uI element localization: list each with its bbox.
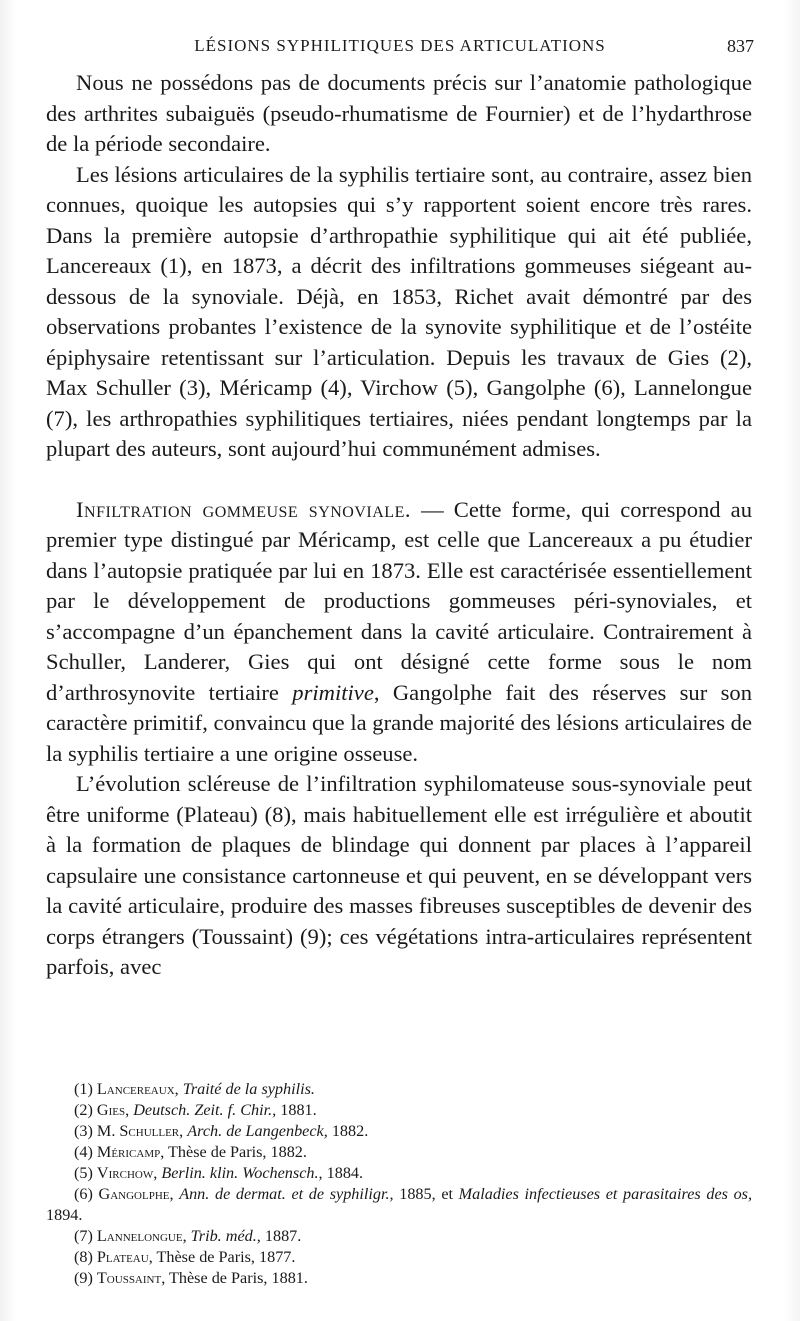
footnote-4 <box>46 1142 752 1163</box>
footnote-rest: 1884. <box>322 1164 364 1182</box>
footnote-number: (7) <box>74 1227 93 1245</box>
running-title: LÉSIONS SYPHILITIQUES DES ARTICULATIONS <box>194 36 606 55</box>
running-head <box>46 36 754 60</box>
footnote-number: (8) <box>74 1248 93 1266</box>
footnote-1 <box>46 1079 752 1100</box>
footnote-number: (3) <box>74 1122 93 1140</box>
footnote-rest-2: 1894. <box>46 1206 83 1224</box>
footnote-number: (4) <box>74 1143 93 1161</box>
footnote-work-2: Maladies infectieuses et parasitaires des os, <box>458 1185 753 1203</box>
footnote-work: Ann. de dermat. et de syphiligr., <box>179 1185 394 1203</box>
footnote-author: Plateau, <box>96 1248 153 1266</box>
paragraph-4: L’évolution scléreuse de l’infiltration syphilomateuse sous-synoviale peut être uniforme (Plateau) (8), mais habituellement elle est irrégulière et aboutit à la formation de plaques de blindage qui donnent par places à l’appareil capsulaire une consistance cartonneuse et qui peuvent, en se développant vers la cavité articulaire, produire des masses fibreuses susceptibles de devenir des corps étrangers (Toussaint) (9); ces végétations intra-articulaires représentent parfois, avec <box>46 771 752 979</box>
paragraph-3-text-a: — Cette forme, qui correspond au premier type distingué par Méricamp, est celle que Lancereaux a pu étudier dans l’autopsie pratiquée par lui en 1873. Elle est caractérisée essentiellement par le développement de productions gommeuses péri-synoviales, et s’accompagne d’un épanchement dans la cavité articulaire. Contrairement à Schuller, Landerer, Gies qui ont désigné cette forme sous le nom d’arthrosynovite tertiaire <box>46 496 752 705</box>
footnote-rest: 1881. <box>276 1101 317 1119</box>
footnote-number: (5) <box>74 1164 93 1182</box>
footnote-author: Gies, <box>96 1101 130 1119</box>
footnote-author: Toussaint, <box>96 1269 166 1287</box>
footnote-work: Arch. de Langenbeck, <box>187 1122 328 1140</box>
footnote-work: Deutsch. Zeit. f. Chir., <box>133 1101 277 1119</box>
footnote-number: (2) <box>74 1101 93 1119</box>
footnote-rest: 1882. <box>327 1122 369 1140</box>
footnote-2 <box>46 1100 752 1121</box>
paragraph-2: Les lésions articulaires de la syphilis tertiaire sont, au contraire, assez bien connues, quoique les autopsies qui s’y rapportent soient encore très rares. Dans la première autopsie d’arthropathie syphilitique qui ait été publiée, Lancereaux (1), en 1873, a décrit des infiltrations gommeuses siégeant au-dessous de la synoviale. Déjà, en 1853, Richet avait démontré par des observations probantes l’existence de la synovite syphilitique et de l’ostéite épiphysaire retentissant sur l’articulation. Depuis les travaux de Gies (2), Max Schuller (3), Méricamp (4), Virchow (5), Gangolphe (6), Lannelongue (7), les arthropathies syphilitiques tertiaires, niées pendant longtemps par la plupart des auteurs, sont aujourd’hui communément admises. <box>46 161 752 461</box>
footnote-rest: 1885, et <box>393 1185 459 1203</box>
paragraph-3-emphasis: primitive <box>292 679 374 705</box>
footnote-author: Lannelongue, <box>96 1227 187 1245</box>
footnote-5 <box>46 1163 752 1184</box>
paragraph-3 <box>46 495 752 770</box>
footnote-rest: 1887. <box>260 1227 302 1245</box>
footnote-rest: Thèse de Paris, 1882. <box>168 1143 307 1161</box>
footnote-rest: Thèse de Paris, 1877. <box>156 1248 296 1266</box>
page-number: 837 <box>727 36 754 56</box>
footnote-author: M. Schuller, <box>96 1122 184 1140</box>
paragraph-3-text-b: , Gangolphe fait des réserves sur son caractère primitif, convaincu que la grande majorité des lésions articulaires de la syphilis tertiaire a une origine osseuse. <box>46 679 752 766</box>
body-text <box>46 68 752 983</box>
footnote-author: Lancereaux, <box>96 1080 179 1098</box>
footnote-9 <box>46 1268 752 1289</box>
footnote-8 <box>46 1247 752 1268</box>
paragraph-1: Nous ne possédons pas de documents précis sur l’anatomie pathologique des arthrites subaiguës (pseudo-rhumatisme de Fournier) et de l’hydarthrose de la période secondaire. <box>46 70 752 156</box>
footnote-work: Traité de la syphilis. <box>182 1080 315 1098</box>
footnotes <box>46 1079 752 1289</box>
section-heading: Infiltration gommeuse synoviale. <box>76 496 411 522</box>
footnote-6 <box>46 1184 752 1226</box>
footnote-number: (1) <box>74 1080 93 1098</box>
footnote-author: Méricamp, <box>96 1143 165 1161</box>
footnote-work: Trib. méd., <box>190 1227 261 1245</box>
footnote-number: (6) <box>74 1185 93 1203</box>
footnote-author: Virchow, <box>96 1164 158 1182</box>
footnote-rest: Thèse de Paris, 1881. <box>169 1269 308 1287</box>
footnote-number: (9) <box>74 1269 93 1287</box>
footnote-author: Gangolphe, <box>98 1185 174 1203</box>
footnote-work: Berlin. klin. Wochensch., <box>161 1164 323 1182</box>
footnote-7 <box>46 1226 752 1247</box>
footnote-3 <box>46 1121 752 1142</box>
